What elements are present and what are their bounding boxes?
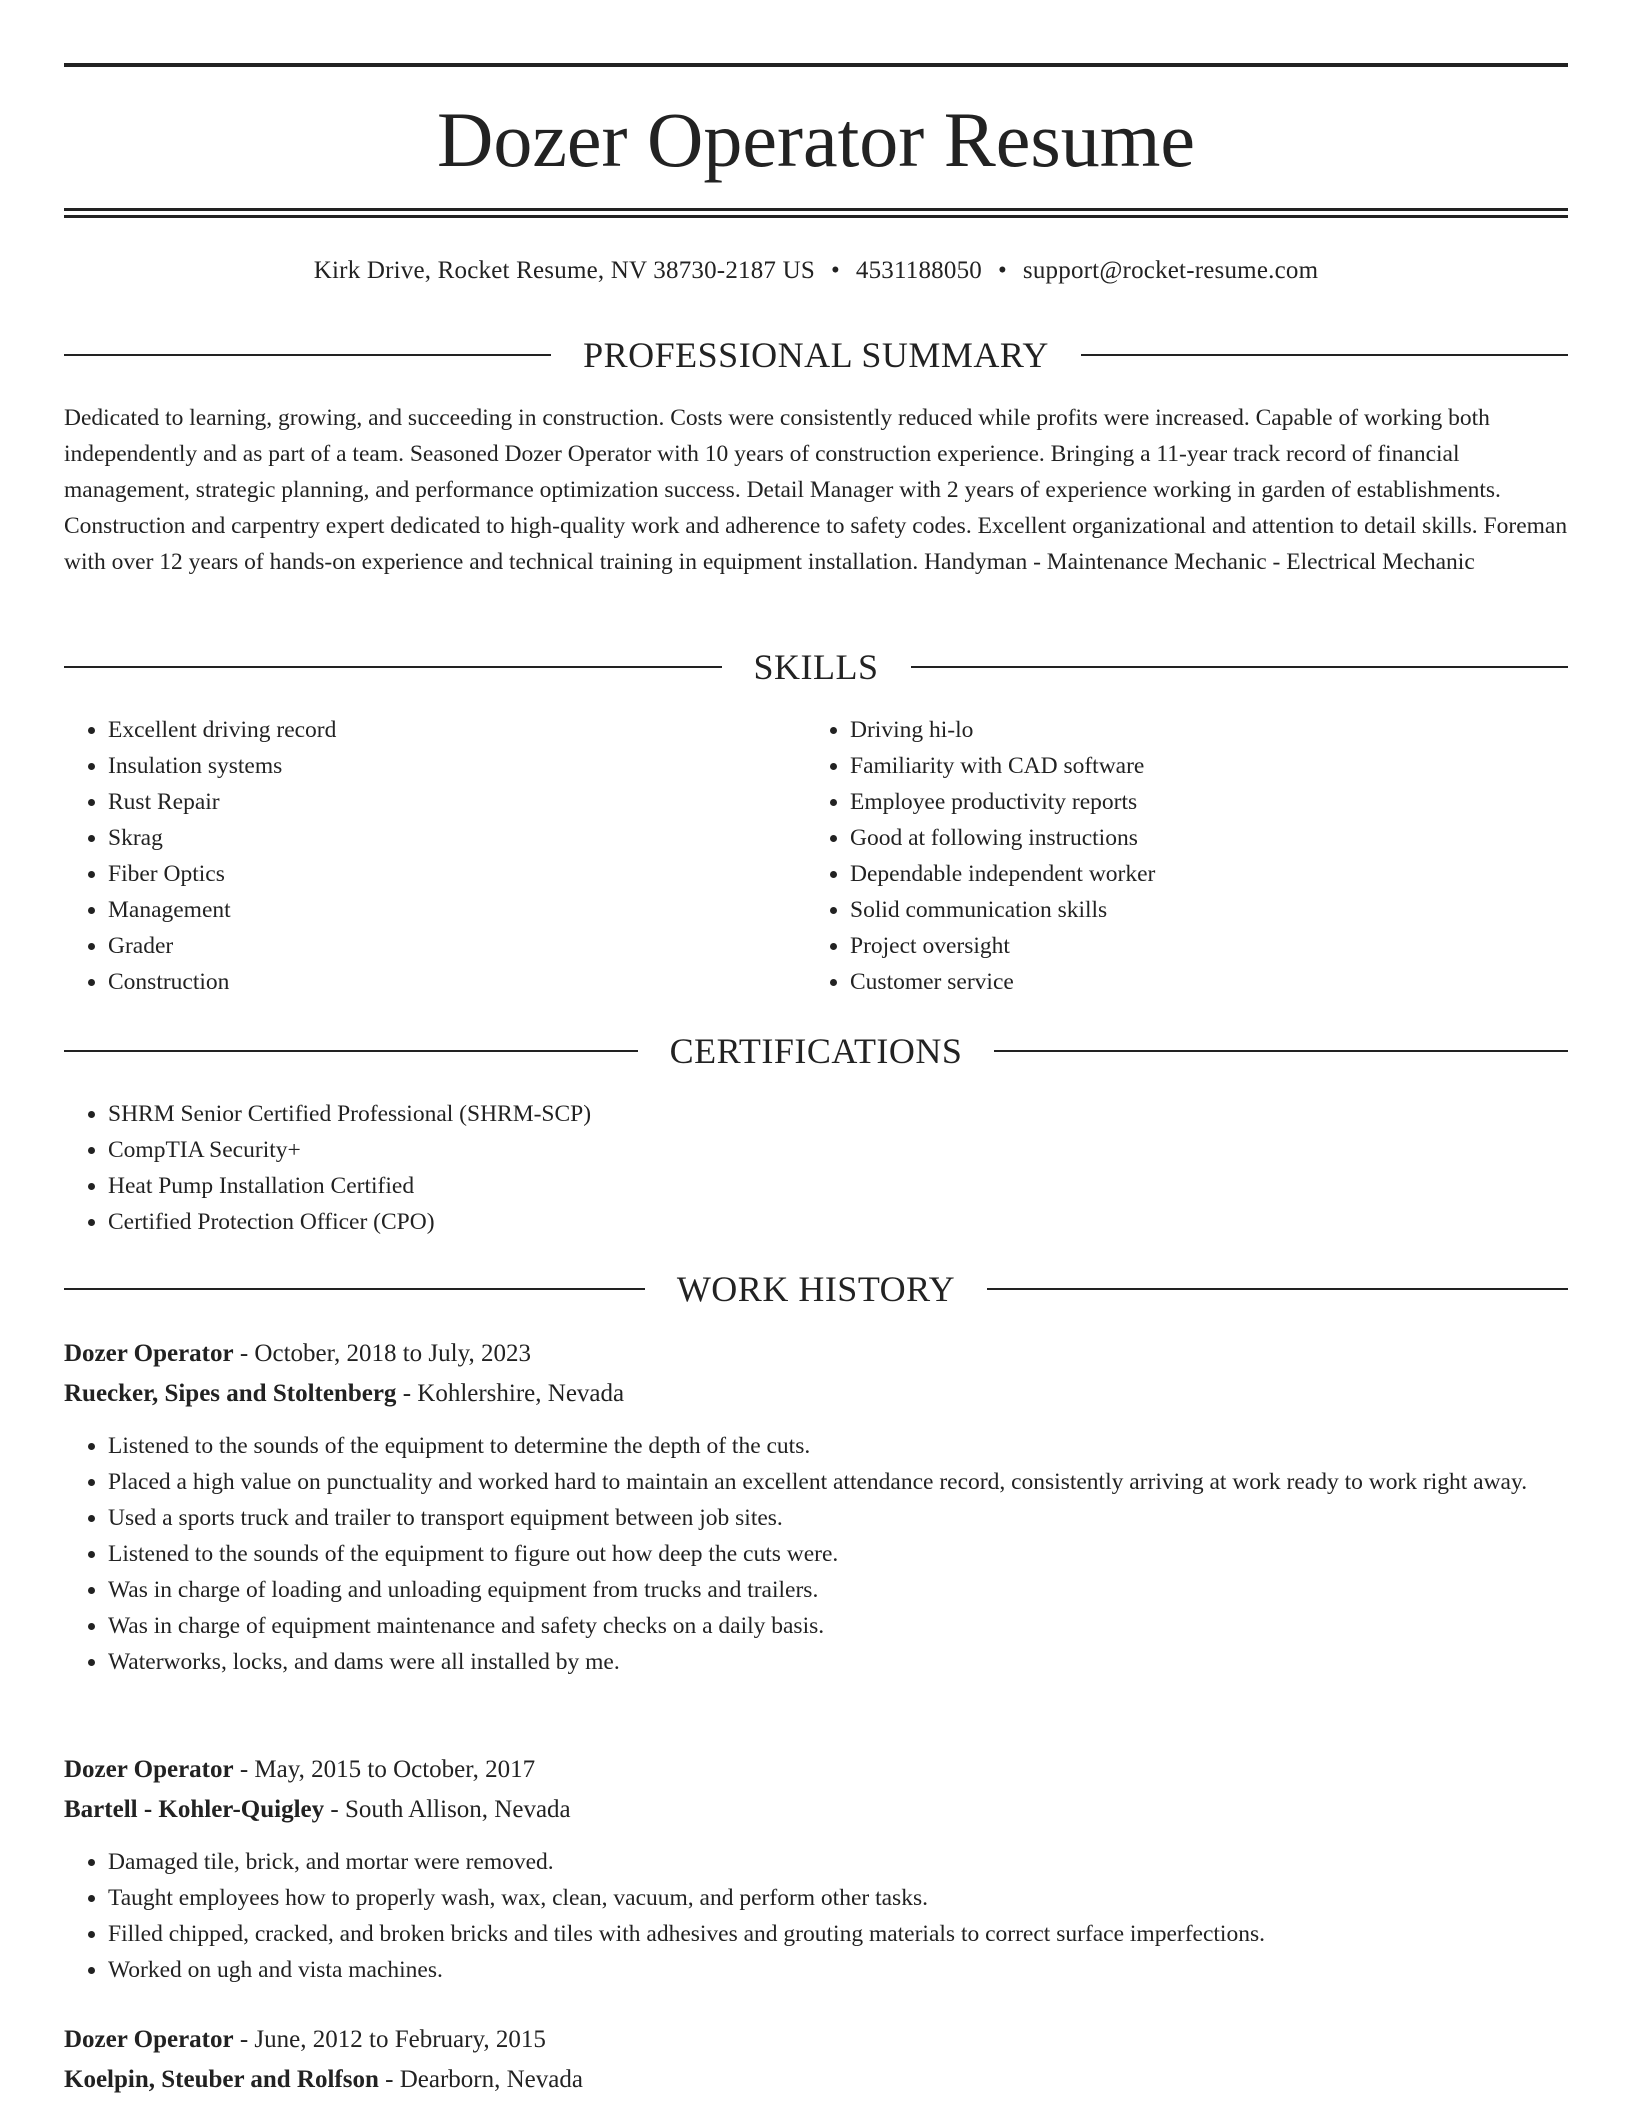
header-rule-1 bbox=[64, 208, 1568, 211]
certification-item: • CompTIA Security+ bbox=[108, 1132, 1568, 1168]
contact-email: support@rocket-resume.com bbox=[1022, 257, 1319, 284]
skill-item: • Construction bbox=[108, 964, 806, 1000]
skill-item: • Project oversight bbox=[850, 928, 1548, 964]
job-dates: - October, 2018 to July, 2023 bbox=[239, 1340, 531, 1367]
job-company: Bartell - Kohler-Quigley bbox=[64, 1796, 325, 1823]
heading-rule-left bbox=[64, 1050, 638, 1052]
work-heading-row bbox=[64, 1267, 1568, 1311]
skill-item: • Dependable independent worker bbox=[850, 856, 1548, 892]
heading-rule-left bbox=[64, 354, 551, 356]
job-title: Dozer Operator bbox=[64, 1756, 234, 1783]
skill-item: • Management bbox=[108, 892, 806, 928]
skills-column-right bbox=[806, 712, 1548, 1000]
job-company-line bbox=[64, 1376, 1568, 1412]
job-title-line bbox=[64, 1336, 1568, 1372]
skill-item: • Excellent driving record bbox=[108, 712, 806, 748]
contact-line bbox=[64, 254, 1568, 288]
skill-item: • Fiber Optics bbox=[108, 856, 806, 892]
job-bullet: • Damaged tile, brick, and mortar were removed. bbox=[108, 1844, 1568, 1880]
resume-title: Dozer Operator Resume bbox=[436, 96, 1196, 183]
certification-item: • SHRM Senior Certified Professional (SHRM-SCP) bbox=[108, 1096, 1568, 1132]
job-company-line bbox=[64, 2062, 1568, 2098]
job-bullet: • Taught employees how to properly wash, wax, clean, vacuum, and perform other tasks. bbox=[108, 1880, 1568, 1916]
skills-heading: SKILLS bbox=[753, 647, 879, 687]
job-title-line bbox=[64, 1752, 1568, 1788]
summary-heading: PROFESSIONAL SUMMARY bbox=[583, 335, 1049, 375]
skills-column-left bbox=[64, 712, 806, 1000]
job-bullet: • Listened to the sounds of the equipment to figure out how deep the cuts were. bbox=[108, 1536, 1568, 1572]
job-location: - South Allison, Nevada bbox=[330, 1796, 571, 1823]
contact-phone: 4531188050 bbox=[855, 257, 982, 284]
job-dates: - June, 2012 to February, 2015 bbox=[239, 2026, 546, 2053]
skill-item: • Employee productivity reports bbox=[850, 784, 1548, 820]
certifications-list bbox=[64, 1096, 1568, 1240]
certification-item: • Heat Pump Installation Certified bbox=[108, 1168, 1568, 1204]
header-top-rule bbox=[64, 63, 1568, 67]
skill-item: • Familiarity with CAD software bbox=[850, 748, 1548, 784]
job-bullet: • Was in charge of loading and unloading equipment from trucks and trailers. bbox=[108, 1572, 1568, 1608]
job-bullet: • Used a sports truck and trailer to transport equipment between job sites. bbox=[108, 1500, 1568, 1536]
heading-rule-right bbox=[1081, 354, 1568, 356]
skill-item: • Rust Repair bbox=[108, 784, 806, 820]
certification-item: • Certified Protection Officer (CPO) bbox=[108, 1204, 1568, 1240]
job-location: - Kohlershire, Nevada bbox=[402, 1380, 625, 1407]
skills-heading-row bbox=[64, 645, 1568, 689]
job-bullet: • Placed a high value on punctuality and worked hard to maintain an excellent attendance record, consistently arriving at work ready to work right away. bbox=[108, 1464, 1568, 1500]
certifications-heading: CERTIFICATIONS bbox=[669, 1031, 963, 1071]
skill-item: • Insulation systems bbox=[108, 748, 806, 784]
skill-item: • Good at following instructions bbox=[850, 820, 1548, 856]
job-bullet: • Was in charge of equipment maintenance and safety checks on a daily basis. bbox=[108, 1608, 1568, 1644]
summary-text: Dedicated to learning, growing, and succeeding in construction. Costs were consistently reduced while profits were increased. Capable of working both independently and as part of a team. Seasoned Dozer Operator with 10 years of construction experience. Bringing a 11-year track record of financial management, strategic planning, and performance optimization success. Detail Manager with 2 years of experience working in garden of establishments. Construction and carpentry expert dedicated to high-quality work and adherence to safety codes. Excellent organizational and attention to detail skills. Foreman with over 12 years of hands-on experience and technical training in equipment installation. Handyman - Maintenance Mechanic - Electrical Mechanic bbox=[64, 405, 1568, 575]
job-bullet: • Listened to the sounds of the equipment to determine the depth of the cuts. bbox=[108, 1428, 1568, 1464]
heading-rule-right bbox=[987, 1288, 1568, 1290]
contact-separator: • bbox=[997, 257, 1007, 284]
heading-rule-right bbox=[911, 666, 1569, 668]
job-title: Dozer Operator bbox=[64, 2026, 234, 2053]
job-bullet: • Worked on ugh and vista machines. bbox=[108, 1952, 1568, 1988]
job-bullet: • Waterworks, locks, and dams were all installed by me. bbox=[108, 1644, 1568, 1680]
skill-item: • Customer service bbox=[850, 964, 1548, 1000]
skill-item: • Skrag bbox=[108, 820, 806, 856]
job-bullets bbox=[64, 1428, 1568, 1680]
job-bullets bbox=[64, 1844, 1568, 1988]
job-bullet: • Filled chipped, cracked, and broken bricks and tiles with adhesives and grouting materials to correct surface imperfections. bbox=[108, 1916, 1568, 1952]
header-rule-2 bbox=[64, 215, 1568, 218]
contact-address: Kirk Drive, Rocket Resume, NV 38730-2187 US bbox=[313, 257, 815, 284]
certifications-heading-row bbox=[64, 1029, 1568, 1073]
job-location: - Dearborn, Nevada bbox=[385, 2066, 583, 2093]
summary-heading-row bbox=[64, 333, 1568, 377]
skill-item: • Grader bbox=[108, 928, 806, 964]
job-dates: - May, 2015 to October, 2017 bbox=[239, 1756, 536, 1783]
work-heading: WORK HISTORY bbox=[676, 1269, 956, 1309]
contact-separator: • bbox=[830, 257, 840, 284]
job-title: Dozer Operator bbox=[64, 1340, 234, 1367]
job-title-line bbox=[64, 2022, 1568, 2058]
skill-item: • Driving hi-lo bbox=[850, 712, 1548, 748]
heading-rule-right bbox=[994, 1050, 1568, 1052]
heading-rule-left bbox=[64, 1288, 645, 1290]
job-company-line bbox=[64, 1792, 1568, 1828]
skill-item: • Solid communication skills bbox=[850, 892, 1548, 928]
job-company: Koelpin, Steuber and Rolfson bbox=[64, 2066, 379, 2093]
job-company: Ruecker, Sipes and Stoltenberg bbox=[64, 1380, 397, 1407]
skills-list bbox=[64, 712, 1568, 1000]
heading-rule-left bbox=[64, 666, 722, 668]
